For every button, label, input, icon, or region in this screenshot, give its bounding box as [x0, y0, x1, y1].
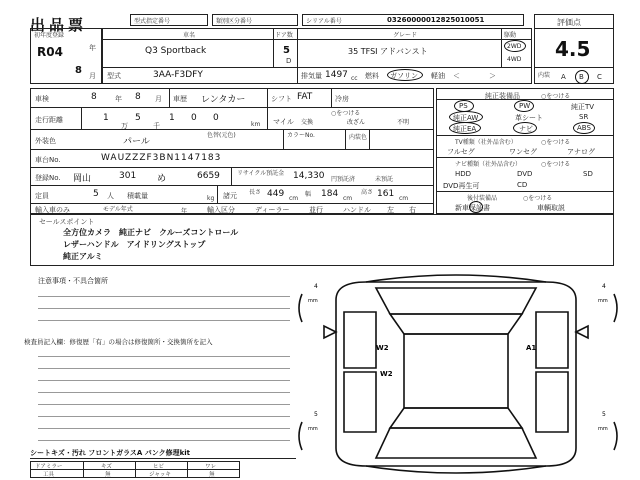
inspector-title: 検査員記入欄：修復歴「有」の場合は修復箇所・交換箇所を記入 [24, 338, 213, 346]
damage-mark-w2-mid: W2 [380, 370, 393, 378]
vehicle-grade: 35 TFSI アドバンスト [348, 47, 428, 56]
tool-header-crack: ヒビ [153, 464, 165, 470]
chassis-number: WAUZZZF3BN1147183 [101, 153, 222, 163]
interior-grade-b: B [579, 73, 584, 81]
car-body-diagram [296, 272, 620, 476]
tool-value-tools: 工具 [43, 472, 55, 478]
import-parallel: 並行 [309, 206, 323, 214]
drive-selected-circle [504, 40, 526, 52]
page-title: 出品票 [30, 16, 88, 34]
recycle-deposit-value: 14,330 [293, 171, 325, 181]
reg-area: 岡山 [73, 174, 92, 184]
equip-tv: 純正TV [571, 103, 595, 111]
vehicle-doors: 5 [283, 45, 290, 56]
passenger-capacity: 5 [93, 189, 99, 199]
warranty-circle [469, 201, 483, 213]
damage-mark-w2-left: W2 [376, 344, 389, 352]
interior-selected-circle [575, 70, 589, 84]
tool-value-1: 無 [105, 472, 111, 478]
score-value: 4.5 [555, 37, 591, 61]
tire-unit-fr: mm [598, 298, 608, 304]
equip-ea: 純正EA [453, 125, 477, 133]
equip-abs-circle [573, 122, 595, 134]
import-dealer: ディーラー [255, 206, 290, 214]
interior-grade-c: C [597, 73, 602, 81]
handle-left: 左 [387, 206, 394, 214]
equip-sr: SR [579, 113, 589, 121]
tv-analog: アナログ [567, 148, 595, 156]
tire-tread-fl: 4 [314, 283, 318, 290]
vehicle-name: Q3 Sportback [145, 46, 207, 56]
mile-exchange: 交換 [301, 119, 314, 126]
model-code: 3AA-F3DFY [153, 70, 203, 80]
first-reg-era-year: R04 [37, 45, 63, 59]
tire-unit-rl: mm [308, 426, 318, 432]
vehicle-manual: 車輌取説 [537, 204, 565, 212]
first-reg-month: 8 [75, 65, 82, 76]
mileage-digit-2: 5 [135, 113, 141, 123]
equip-ps: PS [459, 102, 468, 110]
interior-grade-a: A [561, 73, 566, 81]
tire-tread-rr: 5 [602, 411, 606, 418]
fuel-selected-circle [387, 69, 423, 81]
equip-navi-circle [513, 122, 537, 134]
drive-4wd: 4WD [507, 56, 522, 63]
tool-value-2: 無 [209, 472, 215, 478]
mileage-digit-5: 0 [213, 113, 219, 123]
mile-tamper: 改ざん [347, 119, 366, 126]
equipment-panel: 純正装備品 ○をつける PS PW 純正TV 純正AW 革シート SR 純正EA ナビ ABS TV種類（社外品含む） ○をつける フルセグ ワンセグ アナログ ナビ種類（社外品含む） ○をつける HDD DVD SD DVD再生可 CD 後付装備品 ○をつける 新車保証書 車輌取説 [436, 88, 614, 214]
tire-tread-fr: 4 [602, 283, 606, 290]
damage-mark-a1: A1 [526, 344, 537, 352]
width-value: 184 [321, 189, 339, 199]
fuel-diesel: 軽油 [431, 72, 445, 80]
inspect-year: 8 [91, 92, 97, 102]
mileage-digit-1: 1 [103, 113, 109, 123]
equip-navi: ナビ [519, 125, 533, 133]
inspection-box: 車検 8 年 8 月 車歴 レンタカー シフト FAT 冷房 走行距離 1 万 5 千 1 0 0 km マイル ○をつける 交換 改ざん 不明 外装色 パール 色替(元色) カラーNo. 内装色 車台No. WAUZZZF3BN1147183 登録No. 岡山 301 め 6659 リサイクル預託金 14,330 円預託済 未預託 定員 5 人 積載量 kg 諸元 長さ 449 cm 幅 184 cm 高さ 161 cm 輸入車のみ モデル年式 年 輸入区分 ディーラー 並行 ハンドル 左 右 [30, 88, 434, 214]
seat-condition-line: シートキズ・汚れ フロントガラスA パンク修理kit [30, 449, 190, 457]
displacement-value: 1497 [325, 70, 348, 80]
tire-unit-rr: mm [598, 426, 608, 432]
shift-type: FAT [297, 92, 313, 102]
fuel-gasoline: ガソリン [390, 72, 418, 80]
sales-point-line-1: 全方位カメラ 純正ナビ クルーズコントロール [63, 228, 239, 237]
equip-pw-circle [514, 100, 534, 112]
vehicle-history: レンタカー [201, 95, 246, 105]
cd-player: CD [517, 181, 528, 189]
equip-pw: PW [519, 102, 531, 110]
new-car-warranty: 新車保証書 [455, 204, 490, 212]
caution-title: 注意事項・不具合箇所 [38, 277, 108, 285]
tool-value-jack: ジャッキ [149, 472, 171, 478]
equip-ea-circle [449, 122, 481, 134]
tv-fullseg: フルセグ [447, 148, 475, 156]
certified-no-box: 型式指定番号 [130, 14, 208, 26]
sales-point-line-3: 純正アルミ [63, 252, 103, 261]
vehicle-info-box: 車名 ドア数 グレード 駆動 Q3 Sportback 5 D 35 TFSI アドバンスト 2WD 4WD 型式 3AA-F3DFY 排気量 1497 cc 燃料 ガソリン 軽油 ＜ ＞ [102, 28, 532, 84]
category-no-box: 類別区分番号 [212, 14, 298, 26]
mileage-digit-3: 1 [169, 113, 175, 123]
tire-tread-rl: 5 [314, 411, 318, 418]
tools-table [30, 461, 240, 478]
tool-header-scratch: キズ [101, 464, 112, 470]
reg-class: 301 [119, 171, 137, 181]
navi-sd: SD [583, 170, 593, 178]
sales-point-line-2: レザーハンドル アイドリングストップ [63, 240, 206, 249]
exterior-color: パール [123, 137, 150, 147]
equip-leather: 革シート [515, 114, 543, 122]
sales-points-box: セールスポイント 全方位カメラ 純正ナビ クルーズコントロール レザーハンドル アイドリングストップ 純正アルミ [30, 214, 614, 266]
handle-right: 右 [409, 206, 416, 214]
serial-value: 03260000012825010051 [387, 16, 485, 24]
tool-header-mirror: ドアミラー [35, 464, 63, 470]
drive-2wd: 2WD [507, 43, 522, 50]
reg-kana: め [157, 174, 167, 184]
tire-unit-fl: mm [308, 298, 318, 304]
tv-oneseg: ワンセグ [509, 148, 537, 156]
mile-unknown: 不明 [397, 119, 410, 126]
first-registration-box: 初年度登録 R04 年 8 月 [30, 28, 102, 84]
inspect-month: 8 [135, 92, 141, 102]
equip-aw: 純正AW [453, 114, 479, 122]
height-value: 161 [377, 189, 395, 199]
dvd-playable: DVD再生可 [443, 182, 480, 190]
tool-header-break: ワレ [205, 464, 217, 470]
navi-hdd: HDD [455, 170, 472, 178]
reg-number: 6659 [197, 171, 220, 181]
length-value: 449 [267, 189, 285, 199]
navi-dvd: DVD [517, 170, 533, 178]
equip-abs: ABS [577, 124, 591, 132]
serial-no-box: シリアル番号 03260000012825010051 [302, 14, 524, 26]
mileage-digit-4: 0 [191, 113, 197, 123]
score-box: 評価点 4.5 内装 A B C [534, 14, 614, 84]
